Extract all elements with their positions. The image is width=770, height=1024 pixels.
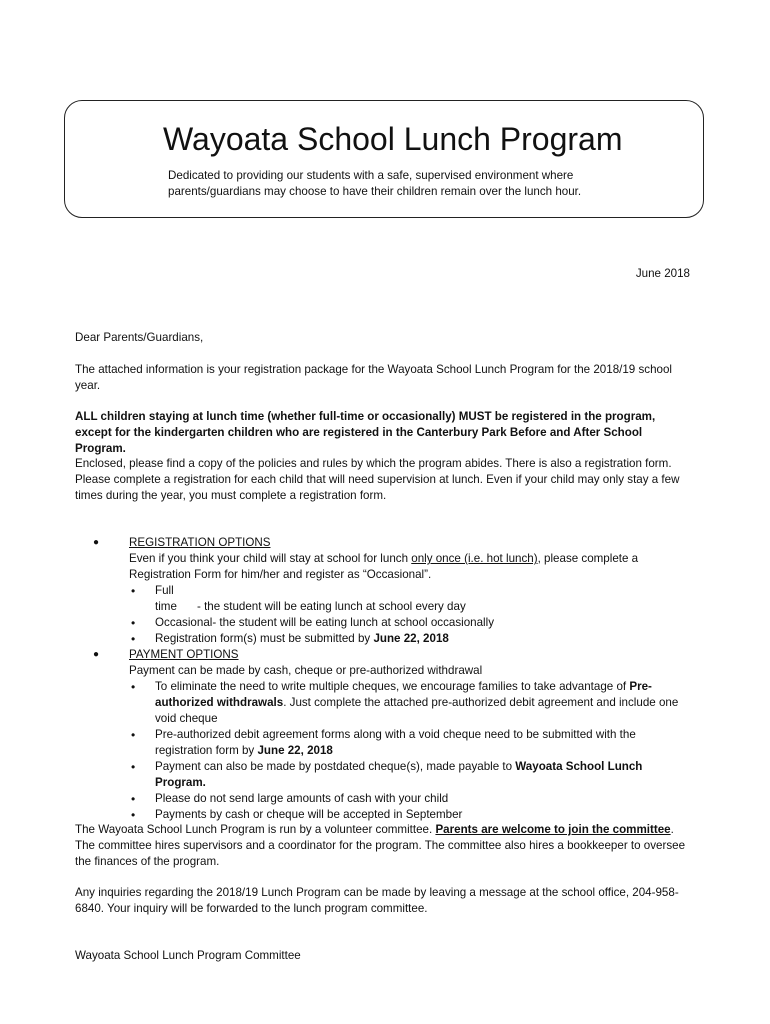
registration-options-text: Even if you think your child will stay at school for lunch only once (i.e. hot lunch), please complete a Registration Form for him/her and register as “Occasional”. [129,552,639,581]
registration-options-list [129,583,689,647]
header-subtitle: Dedicated to providing our students with a safe, supervised environment where parents/guardians may choose to have their children remain over the lunch hour. [168,169,582,198]
join-committee-emphasis: Parents are welcome to join the committee [435,823,671,836]
salutation: Dear Parents/Guardians, [75,331,204,344]
page-title: Wayoata School Lunch Program [163,121,623,157]
registration-options-heading: REGISTRATION OPTIONS [129,536,271,549]
payment-options-intro: Payment can be made by cash, cheque or pre-authorized withdrawal [129,664,483,677]
section-bullet: ● [93,537,100,548]
registration-requirement-notice: ALL children staying at lunch time (whether full-time or occasionally) MUST be registered in the program, except for the kindergarten children who are registered in the Canterbury Park Before and After School Program. [75,410,656,455]
payment-options-heading: PAYMENT OPTIONS [129,648,239,661]
registration-options-section [129,535,689,647]
list-item: • Full time - the student will be eating lunch at school every day [129,583,689,615]
intro-paragraph: The attached information is your registration package for the Wayoata School Lunch Program for the 2018/19 school year. [75,363,672,392]
list-item: • Payments by cash or cheque will be accepted in September [129,807,689,823]
list-item: • Registration form(s) must be submitted by June 22, 2018 [129,631,689,647]
header-box [64,100,704,218]
payment-options-section [129,647,689,823]
list-item: • Payment can also be made by postdated cheque(s), made payable to Wayoata School Lunch Program. [129,759,689,791]
list-item: • Occasional- the student will be eating lunch at school occasionally [129,615,689,631]
list-item: • Please do not send large amounts of cash with your child [129,791,689,807]
committee-paragraph: The Wayoata School Lunch Program is run by a volunteer committee. Parents are welcome to join the committee. The committee hires supervisors and a coordinator for the program. The committee also hires a bookkeeper to oversee the finances of the program. [75,823,686,868]
section-bullet: ● [93,649,100,660]
signature: Wayoata School Lunch Program Committee [75,949,301,962]
only-once-emphasis: only once (i.e. hot lunch) [411,552,538,565]
enclosed-paragraph: Enclosed, please find a copy of the policies and rules by which the program abides. There is also a registration form. Please complete a registration for each child that will need supervision at lunch. Even if your child may only stay a few times during the year, you must complete a registration form. [75,457,680,502]
list-item: • Pre-authorized debit agreement forms along with a void cheque need to be submitted with the registration form by June 22, 2018 [129,727,689,759]
letter-date: June 2018 [635,267,690,280]
payment-options-list [129,679,689,823]
list-item: • To eliminate the need to write multiple cheques, we encourage families to take advantage of Pre-authorized withdrawals. Just complete the attached pre-authorized debit agreement and include one void cheque [129,679,689,727]
inquiries-paragraph: Any inquiries regarding the 2018/19 Lunch Program can be made by leaving a message at the school office, 204-958-6840. Your inquiry will be forwarded to the lunch program committee. [75,886,679,915]
